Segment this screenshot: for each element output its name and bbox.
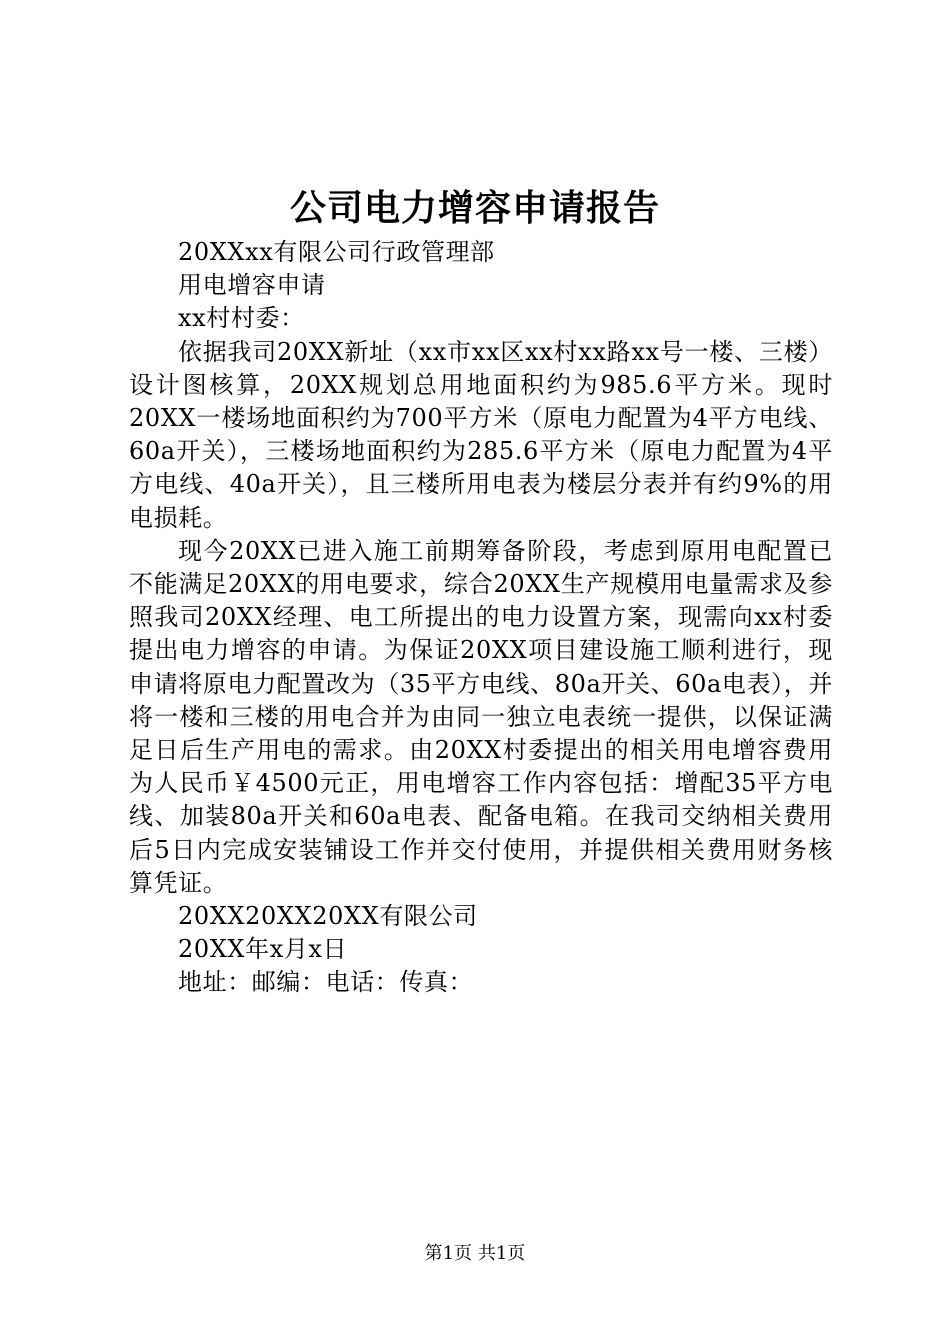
body-paragraph: 现今20XX已进入施工前期筹备阶段，考虑到原用电配置已不能满足20XX的用电要求，综合20XX生产规模用电量需求及参照我司20XX经理、电工所提出的电力设置方案，现需向xx村委提出电力增容的申请。为保证20XX项目建设施工顺利进行，现申请将原电力配置改为（35平方电线、80a开关、60a电表），并将一楼和三楼的用电合并为由同一独立电表统一提供，以保证满足日后生产用电的需求。由20XX村委提出的相关用电增容费用为人民币￥4500元正，用电增容工作内容包括：增配35平方电线、加装80a开关和60a电表、配备电箱。在我司交纳相关费用后5日内完成安装铺设工作并交付使用，并提供相关费用财务核算凭证。 (129, 536, 833, 897)
sender-line: 20XXxx有限公司行政管理部 (178, 238, 495, 266)
contact-info-line: 地址：邮编：电话：传真： (178, 968, 474, 997)
body-paragraph: 依据我司20XX新址（xx市xx区xx村xx路xx号一楼、三楼）设计图核算，20XX规划总用地面积约为985.6平方米。现时20XX一楼场地面积约为700平方米（原电力配置为4平方电线、60a开关），三楼场地面积约为285.6平方米（原电力配置为4平方电线、40a开关），且三楼所用电表为楼层分表并有约9%的用电损耗。 (129, 337, 833, 532)
signature-date: 20XX年x月x日 (178, 935, 348, 964)
page-number-footer: 第1页 共1页 (424, 1243, 526, 1264)
recipient-line: xx村村委： (178, 304, 305, 333)
signature-company: 20XX20XX20XX有限公司 (178, 902, 478, 931)
document-title: 公司电力增容申请报告 (289, 187, 660, 229)
document-body (129, 236, 833, 1000)
subject-line: 用电增容申请 (178, 271, 326, 300)
